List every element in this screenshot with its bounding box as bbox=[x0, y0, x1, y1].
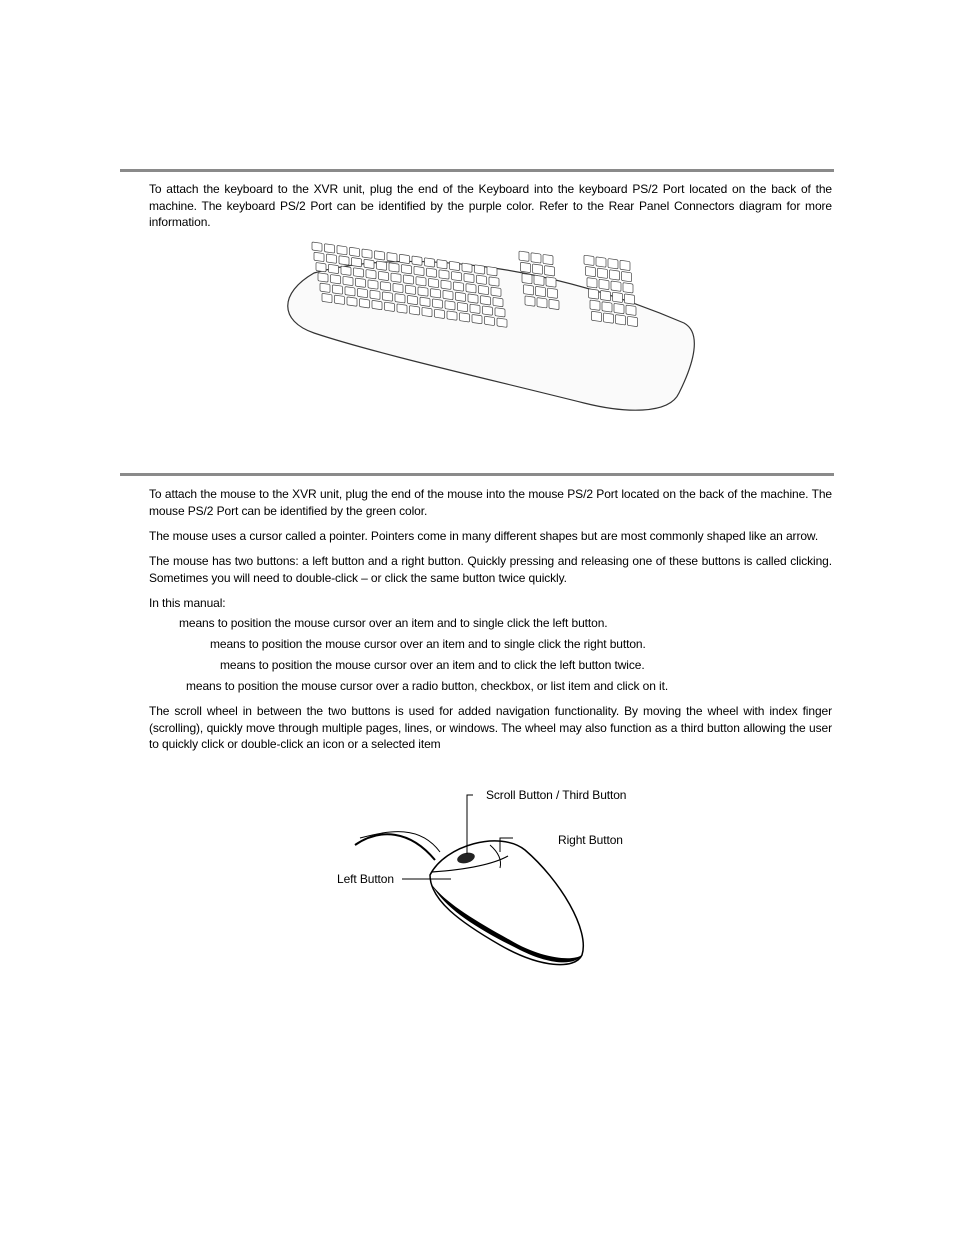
keyboard-key bbox=[420, 297, 430, 306]
keyboard-key bbox=[626, 305, 636, 315]
keyboard-key bbox=[364, 259, 374, 268]
keyboard-key bbox=[395, 294, 405, 303]
keyboard-key bbox=[596, 257, 606, 267]
keyboard-key bbox=[360, 299, 370, 308]
keyboard-key bbox=[620, 260, 630, 270]
keyboard-key bbox=[370, 290, 380, 299]
keyboard-key bbox=[460, 313, 470, 322]
keyboard-key bbox=[443, 290, 453, 299]
keyboard-key bbox=[456, 292, 466, 301]
right-button-label: Right Button bbox=[558, 833, 623, 847]
keyboard-key bbox=[487, 267, 497, 276]
keyboard-key bbox=[616, 315, 626, 325]
keyboard-key bbox=[389, 263, 399, 272]
keyboard-intro-text: To attach the keyboard to the XVR unit, plug the end of the Keyboard into the keyboard PS/2 Port located on the back of the machine. The keyboard PS/2 Port can be identified by the purple color. Refer to the Rear Panel Connectors diagram for more information. bbox=[149, 182, 832, 229]
keyboard-key bbox=[586, 266, 596, 276]
keyboard-key bbox=[366, 270, 376, 279]
keyboard-key bbox=[614, 303, 624, 313]
keyboard-key bbox=[525, 296, 535, 306]
keyboard-key bbox=[343, 276, 353, 285]
keyboard-key bbox=[408, 295, 418, 304]
keyboard-key bbox=[468, 294, 478, 303]
keyboard-key bbox=[610, 270, 620, 280]
keyboard-key bbox=[412, 256, 422, 265]
left-button-label: Left Button bbox=[337, 872, 394, 886]
keyboard-key bbox=[347, 297, 357, 306]
keyboard-key bbox=[545, 266, 555, 276]
buttons-text: The mouse has two buttons: a left button and a right button. Quickly pressing and releasing one of these buttons is called clicking. Sometimes you will need to double-click – or click the same button twice quickly. bbox=[149, 554, 832, 585]
keyboard-illustration bbox=[284, 243, 698, 413]
keyboard-key bbox=[533, 264, 543, 274]
keyboard-key bbox=[372, 300, 382, 309]
keyboard-key bbox=[623, 283, 633, 293]
keyboard-key bbox=[352, 257, 362, 266]
keyboard-key bbox=[339, 256, 349, 265]
keyboard-key bbox=[495, 308, 505, 317]
keyboard-key bbox=[604, 313, 614, 323]
keyboard-key bbox=[377, 261, 387, 270]
keyboard-key bbox=[628, 316, 638, 326]
keyboard-key bbox=[375, 251, 385, 260]
keyboard-key bbox=[439, 270, 449, 279]
keyboard-key bbox=[331, 275, 341, 284]
keyboard-key bbox=[312, 242, 322, 251]
keyboard-key bbox=[466, 284, 476, 293]
keyboard-key bbox=[483, 306, 493, 315]
keyboard-key bbox=[475, 265, 485, 274]
keyboard-key bbox=[314, 252, 324, 261]
keyboard-key bbox=[548, 288, 558, 298]
keyboard-key bbox=[362, 249, 372, 258]
keyboard-key bbox=[522, 273, 532, 283]
keyboard-key bbox=[425, 258, 435, 267]
keyboard-section-rule bbox=[120, 169, 834, 172]
keyboard-key bbox=[402, 265, 412, 274]
keyboard-key bbox=[613, 292, 623, 302]
keyboard-key bbox=[489, 277, 499, 286]
keyboard-key bbox=[450, 261, 460, 270]
keyboard-key bbox=[491, 287, 501, 296]
keyboard-key bbox=[447, 311, 457, 320]
keyboard-key bbox=[385, 302, 395, 311]
keyboard-key bbox=[333, 285, 343, 294]
keyboard-key bbox=[345, 287, 355, 296]
keyboard-key bbox=[458, 302, 468, 311]
keyboard-key bbox=[519, 251, 529, 261]
keyboard-key bbox=[549, 299, 559, 309]
keyboard-key bbox=[329, 264, 339, 273]
manual-heading: In this manual: bbox=[149, 596, 226, 610]
mouse-illustration bbox=[350, 790, 600, 970]
keyboard-key bbox=[521, 262, 531, 272]
keyboard-key bbox=[464, 273, 474, 282]
keyboard-key bbox=[470, 304, 480, 313]
keyboard-key bbox=[493, 297, 503, 306]
keyboard-key bbox=[350, 247, 360, 256]
keyboard-key bbox=[622, 271, 632, 281]
keyboard-key bbox=[598, 268, 608, 278]
keyboard-key bbox=[422, 307, 432, 316]
keyboard-key bbox=[325, 244, 335, 253]
keyboard-key bbox=[320, 283, 330, 292]
keyboard-key bbox=[599, 279, 609, 289]
keyboard-key bbox=[536, 286, 546, 296]
keyboard-key bbox=[356, 278, 366, 287]
pointer-text: The mouse uses a cursor called a pointer. Pointers come in many different shapes but are most commonly shaped like an arrow. bbox=[149, 529, 819, 543]
keyboard-key bbox=[534, 275, 544, 285]
keyboard-key bbox=[592, 311, 602, 321]
keyboard-key bbox=[587, 278, 597, 288]
keyboard-key bbox=[410, 306, 420, 315]
keyboard-key bbox=[479, 285, 489, 294]
keyboard-key bbox=[431, 289, 441, 298]
keyboard-key bbox=[327, 254, 337, 263]
keyboard-key bbox=[601, 290, 611, 300]
keyboard-key bbox=[337, 245, 347, 254]
mouse-intro-text: To attach the mouse to the XVR unit, plug the end of the mouse into the mouse PS/2 Port located on the back of the machine. The mouse PS/2 Port can be identified by the green color. bbox=[149, 487, 832, 518]
keyboard-key bbox=[433, 299, 443, 308]
keyboard-key bbox=[400, 254, 410, 263]
keyboard-key bbox=[462, 263, 472, 272]
definition-click: means to position the mouse cursor over an item and to single click the left button. bbox=[179, 616, 608, 630]
keyboard-key bbox=[524, 285, 534, 295]
keyboard-key bbox=[445, 301, 455, 310]
keyboard-key bbox=[418, 287, 428, 296]
mouse-section-rule bbox=[120, 473, 834, 476]
keyboard-key bbox=[316, 262, 326, 271]
scroll-wheel-text: The scroll wheel in between the two buttons is used for added navigation functionality. By moving the wheel with index finger (scrolling), quickly move through multiple pages, lines, or windows. The wheel may also function as a third button allowing the user to quickly click or double-click an icon or a selected item bbox=[149, 704, 832, 751]
keyboard-key bbox=[497, 318, 507, 327]
keyboard-key bbox=[397, 304, 407, 313]
keyboard-key bbox=[441, 280, 451, 289]
keyboard-key bbox=[354, 268, 364, 277]
keyboard-key bbox=[406, 285, 416, 294]
keyboard-key bbox=[335, 295, 345, 304]
keyboard-key bbox=[381, 282, 391, 291]
keyboard-key bbox=[452, 272, 462, 281]
definition-select: means to position the mouse cursor over a radio button, checkbox, or list item and click on it. bbox=[186, 679, 669, 693]
keyboard-key bbox=[531, 253, 541, 263]
keyboard-key bbox=[379, 271, 389, 280]
keyboard-key bbox=[454, 282, 464, 291]
keyboard-key bbox=[625, 294, 635, 304]
definition-right-click: means to position the mouse cursor over an item and to single click the right button. bbox=[210, 637, 646, 651]
keyboard-key bbox=[485, 316, 495, 325]
keyboard-key bbox=[589, 289, 599, 299]
keyboard-key bbox=[383, 292, 393, 301]
keyboard-key bbox=[481, 296, 491, 305]
keyboard-key bbox=[472, 314, 482, 323]
keyboard-key bbox=[387, 252, 397, 261]
keyboard-key bbox=[611, 281, 621, 291]
keyboard-key bbox=[437, 260, 447, 269]
keyboard-key bbox=[391, 273, 401, 282]
keyboard-key bbox=[341, 266, 351, 275]
keyboard-key bbox=[477, 275, 487, 284]
keyboard-key bbox=[584, 255, 594, 265]
keyboard-key bbox=[416, 277, 426, 286]
keyboard-key bbox=[543, 254, 553, 264]
keyboard-key bbox=[537, 298, 547, 308]
keyboard-key bbox=[602, 302, 612, 312]
keyboard-key bbox=[318, 273, 328, 282]
keyboard-key bbox=[546, 277, 556, 287]
keyboard-key bbox=[429, 278, 439, 287]
definition-double-click: means to position the mouse cursor over an item and to click the left button twice. bbox=[220, 658, 645, 672]
keyboard-key bbox=[322, 293, 332, 302]
keyboard-key bbox=[590, 300, 600, 310]
keyboard-key bbox=[393, 283, 403, 292]
keyboard-key bbox=[414, 266, 424, 275]
keyboard-key bbox=[358, 288, 368, 297]
keyboard-key bbox=[404, 275, 414, 284]
keyboard-key bbox=[368, 280, 378, 289]
keyboard-key bbox=[427, 268, 437, 277]
keyboard-key bbox=[435, 309, 445, 318]
keyboard-key bbox=[608, 259, 618, 269]
scroll-button-label: Scroll Button / Third Button bbox=[486, 788, 627, 802]
